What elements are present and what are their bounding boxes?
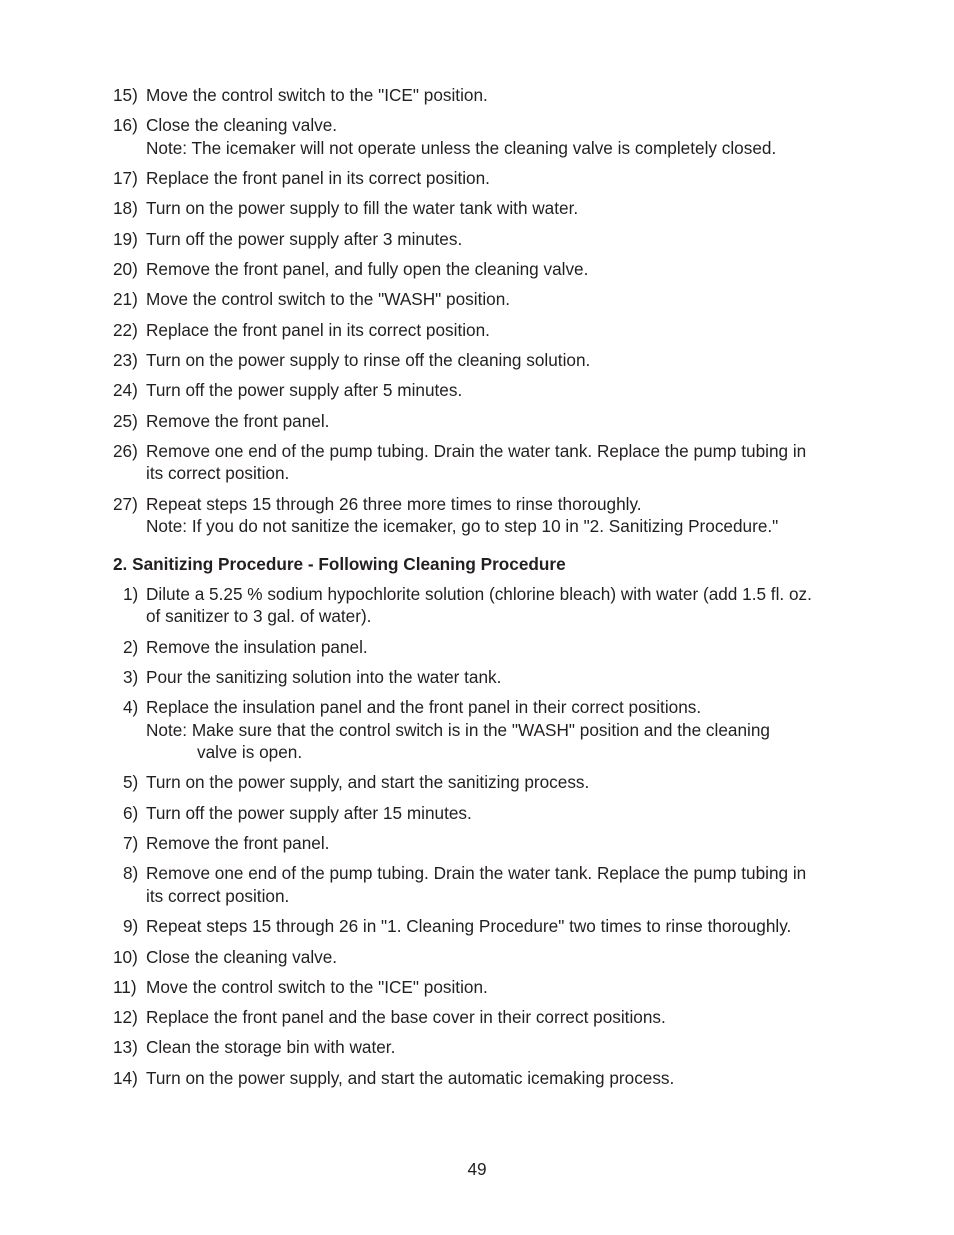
page-number: 49 xyxy=(467,1159,487,1179)
step-text: Remove one end of the pump tubing. Drain the water tank. Replace the pump tubing in xyxy=(146,863,807,883)
step-note: Note: If you do not sanitize the icemaker, go to step 10 in "2. Sanitizing Procedure." xyxy=(146,516,779,536)
step-number: 1) xyxy=(123,584,139,604)
step-text: Turn on the power supply, and start the automatic icemaking process. xyxy=(146,1068,675,1088)
step-number: 19) xyxy=(113,229,138,249)
step-text: Remove the front panel, and fully open the cleaning valve. xyxy=(146,259,589,279)
step-number: 26) xyxy=(113,441,138,461)
step-note: Note: The icemaker will not operate unless the cleaning valve is completely closed. xyxy=(146,138,777,158)
step-number: 13) xyxy=(113,1037,138,1057)
step-text: Clean the storage bin with water. xyxy=(146,1037,396,1057)
step-number: 6) xyxy=(123,803,139,823)
step-text: Turn off the power supply after 3 minutes. xyxy=(146,229,463,249)
step-text: Pour the sanitizing solution into the water tank. xyxy=(146,667,502,687)
step-text: Remove one end of the pump tubing. Drain the water tank. Replace the pump tubing in xyxy=(146,441,807,461)
step-number: 5) xyxy=(123,772,139,792)
step-text: Repeat steps 15 through 26 three more times to rinse thoroughly. xyxy=(146,494,642,514)
step-number: 2) xyxy=(123,637,139,657)
step-text: Close the cleaning valve. xyxy=(146,115,338,135)
step-text: Dilute a 5.25 % sodium hypochlorite solution (chlorine bleach) with water (add 1.5 fl. oz. xyxy=(146,584,812,604)
step-text: its correct position. xyxy=(146,463,290,483)
step-text: its correct position. xyxy=(146,886,290,906)
step-text: Turn on the power supply to fill the water tank with water. xyxy=(146,198,579,218)
step-number: 18) xyxy=(113,198,138,218)
step-number: 17) xyxy=(113,168,138,188)
step-text: Turn off the power supply after 15 minutes. xyxy=(146,803,472,823)
step-number: 16) xyxy=(113,115,138,135)
step-number: 11) xyxy=(113,977,137,997)
step-text: Replace the front panel and the base cover in their correct positions. xyxy=(146,1007,666,1027)
step-text: Turn off the power supply after 5 minutes. xyxy=(146,380,463,400)
step-text: Replace the insulation panel and the front panel in their correct positions. xyxy=(146,697,702,717)
step-number: 27) xyxy=(113,494,138,514)
step-number: 4) xyxy=(123,697,139,717)
step-number: 9) xyxy=(123,916,139,936)
step-number: 25) xyxy=(113,411,138,431)
step-text: Replace the front panel in its correct position. xyxy=(146,320,490,340)
step-number: 20) xyxy=(113,259,138,279)
step-text: Turn on the power supply, and start the sanitizing process. xyxy=(146,772,590,792)
step-number: 10) xyxy=(113,947,138,967)
step-text: of sanitizer to 3 gal. of water). xyxy=(146,606,372,626)
step-text: Repeat steps 15 through 26 in "1. Cleaning Procedure" two times to rinse thoroughly. xyxy=(146,916,792,936)
step-text: Remove the insulation panel. xyxy=(146,637,368,657)
step-number: 3) xyxy=(123,667,139,687)
section-heading: 2. Sanitizing Procedure - Following Cleaning Procedure xyxy=(113,554,566,574)
step-text: Move the control switch to the "WASH" position. xyxy=(146,289,511,309)
step-number: 15) xyxy=(113,85,138,105)
step-number: 14) xyxy=(113,1068,138,1088)
step-number: 24) xyxy=(113,380,138,400)
step-number: 7) xyxy=(123,833,139,853)
step-text: Move the control switch to the "ICE" position. xyxy=(146,977,488,997)
step-text: Turn on the power supply to rinse off the cleaning solution. xyxy=(146,350,591,370)
step-text: valve is open. xyxy=(197,742,303,762)
step-text: Remove the front panel. xyxy=(146,411,330,431)
step-note: Note: Make sure that the control switch is in the "WASH" position and the cleaning xyxy=(146,720,770,740)
step-text: Close the cleaning valve. xyxy=(146,947,338,967)
step-text: Move the control switch to the "ICE" position. xyxy=(146,85,488,105)
step-number: 21) xyxy=(113,289,138,309)
step-text: Remove the front panel. xyxy=(146,833,330,853)
step-number: 8) xyxy=(123,863,139,883)
step-number: 22) xyxy=(113,320,138,340)
step-number: 12) xyxy=(113,1007,138,1027)
step-text: Replace the front panel in its correct position. xyxy=(146,168,490,188)
step-number: 23) xyxy=(113,350,138,370)
